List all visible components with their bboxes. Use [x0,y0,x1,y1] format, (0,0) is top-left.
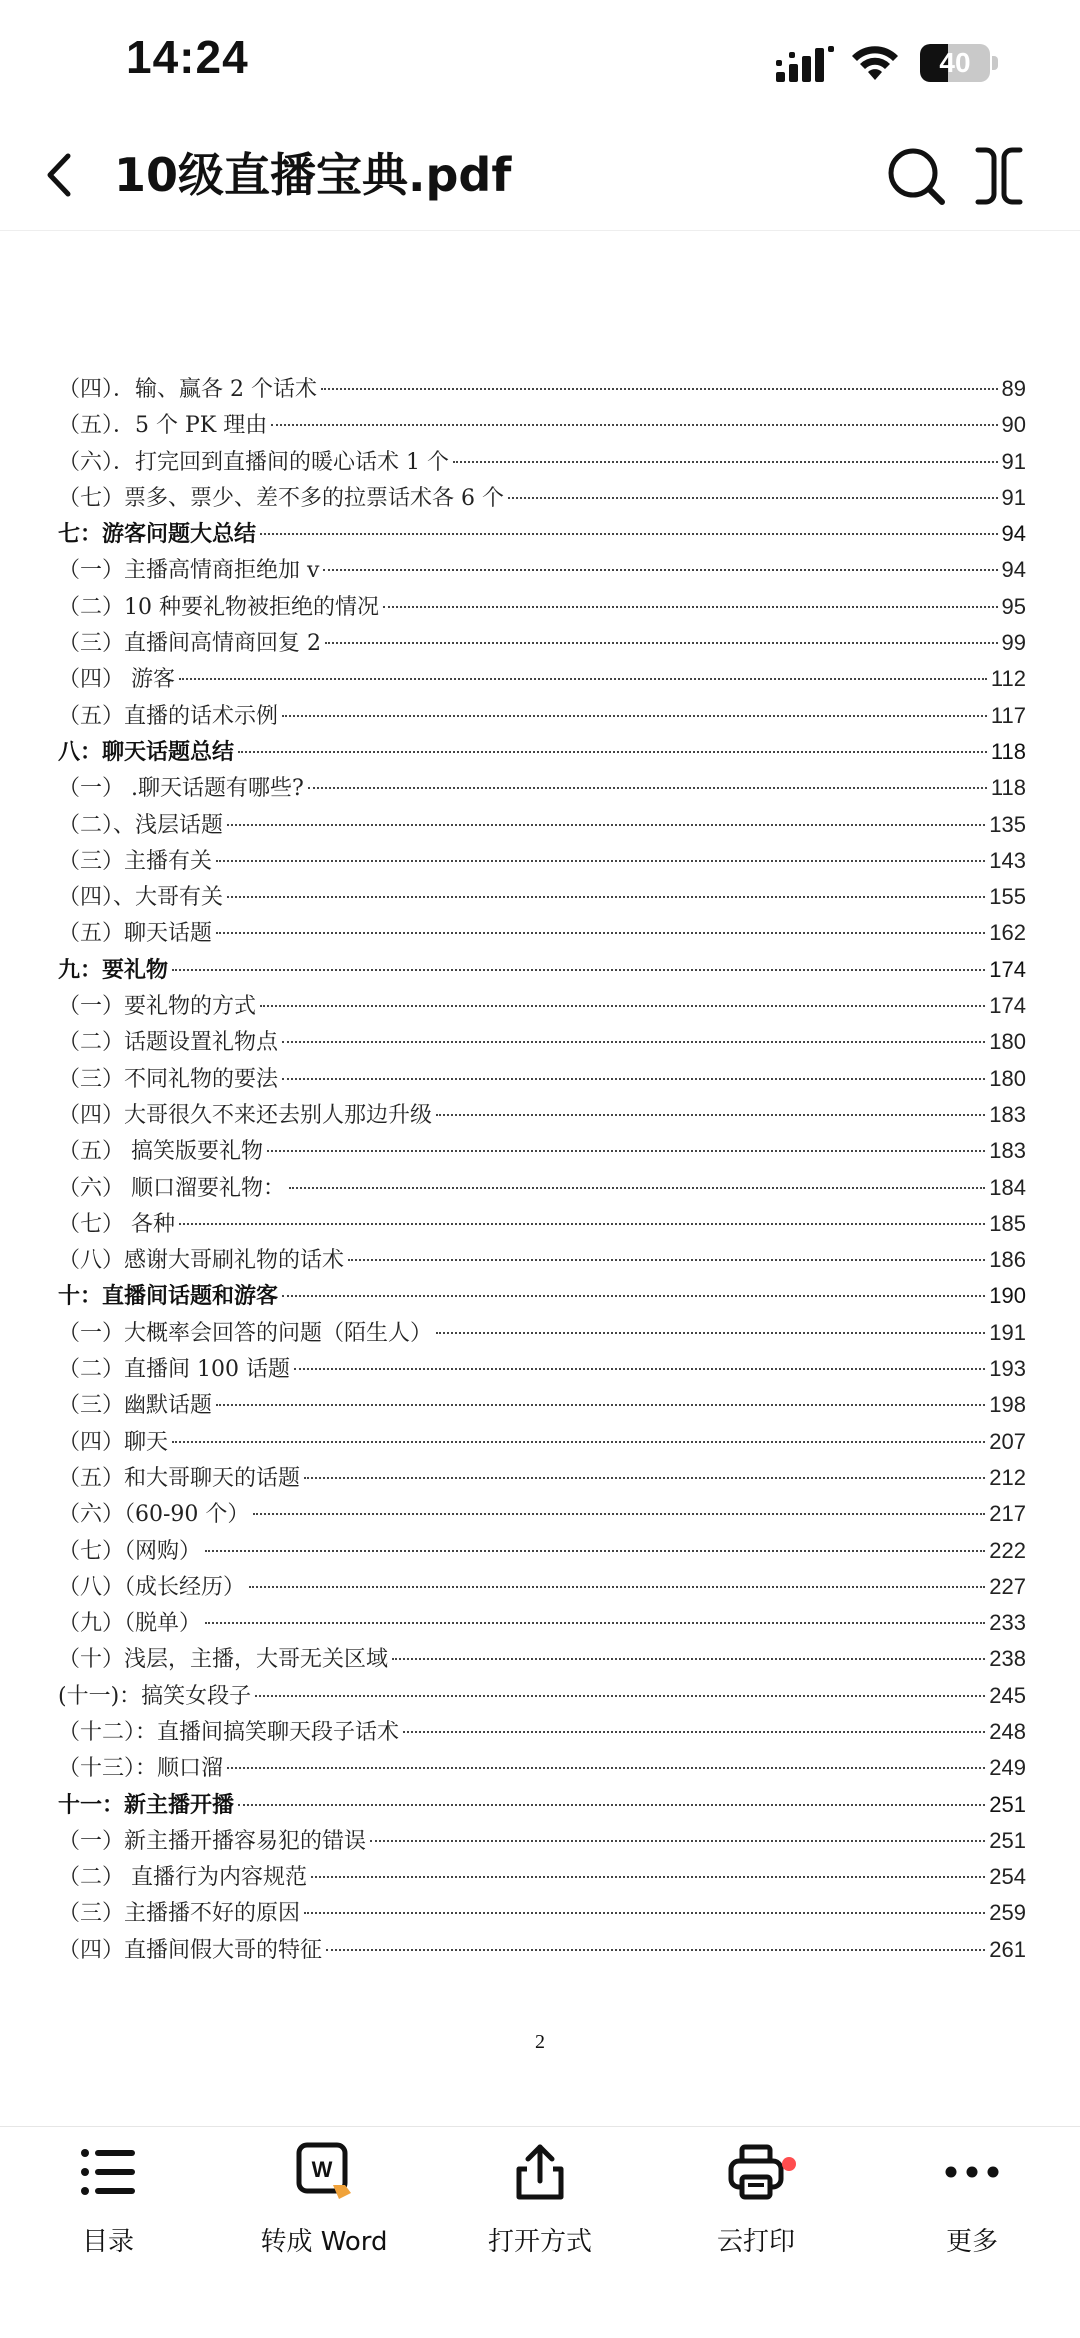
more-label: 更多 [945,2227,998,2257]
toc-entry-title: （二）直播间 100 话题 [58,1357,290,1383]
toc-dot-leader [326,1949,985,1951]
toc-dot-leader [403,1731,985,1733]
toc-entry[interactable] [58,1061,1026,1097]
toc-entry-title: （二）、浅层话题 [58,812,224,838]
toc-entry[interactable] [58,480,1026,516]
toc-entry-page: 245 [989,1682,1026,1708]
page-number: 2 [535,2031,545,2053]
app-header [0,120,1080,231]
toc-entry-title: （三）主播播不好的原因 [58,1901,301,1927]
toc-entry[interactable] [58,698,1026,734]
toc-entry-page: 118 [990,775,1026,801]
toc-entry-page: 135 [989,811,1026,837]
toc-dot-leader [383,606,998,608]
toc-dot-leader [311,1876,985,1878]
toc-entry-title: （四） 游客 [58,667,175,693]
toc-entry-page: 248 [989,1718,1026,1744]
open-with-button[interactable] [450,2141,630,2271]
toc-entry-title: （二）10 种要礼物被拒绝的情况 [58,594,379,620]
toc-entry-page: 198 [989,1392,1026,1418]
toc-entry-title: （二） 直播行为内容规范 [58,1865,307,1891]
bottom-toolbar [0,2126,1080,2338]
wifi-icon [850,44,900,82]
toc-dot-leader [282,1295,985,1297]
list-icon [77,2141,139,2203]
word-document-icon [293,2141,355,2203]
toc-entry[interactable] [58,371,1026,407]
toc-entry-page: 183 [989,1101,1026,1127]
toc-entry-title: （十三）：顺口溜 [58,1756,224,1782]
toc-entry[interactable] [58,988,1026,1024]
toc-entry-page: 183 [989,1138,1026,1164]
toc-entry-title: （四）聊天 [58,1429,169,1455]
toc-dot-leader [370,1840,985,1842]
toc-dot-leader [179,678,987,680]
toc-dot-leader [271,424,997,426]
toc-entry-page: 207 [989,1428,1026,1454]
toc-entry[interactable] [58,1315,1026,1351]
toc-entry[interactable] [58,952,1026,988]
toc-entry-title: 九：要礼物 [58,957,169,983]
toc-entry-title: （一）主播高情商拒绝加 v [58,558,320,584]
toc-entry-title: （四）直播间假大哥的特征 [58,1937,323,1963]
toc-entry-title: （六）．打完回到直播间的暖心话术 1 个 [58,449,449,475]
toc-entry-title: 十一：新主播开播 [58,1792,235,1818]
toc-dot-leader [253,1513,985,1515]
toc-entry-page: 185 [989,1210,1026,1236]
toc-entry[interactable] [58,1170,1026,1206]
toc-entry[interactable] [58,1206,1026,1242]
toc-entry[interactable] [58,1242,1026,1278]
toc-entry[interactable] [58,1823,1026,1859]
toc-entry-title: （一）要礼物的方式 [58,994,257,1020]
toc-entry[interactable] [58,807,1026,843]
toc-entry-title: 八：聊天话题总结 [58,739,235,765]
toc-entry[interactable] [58,915,1026,951]
toc-entry-title: （三）不同礼物的要法 [58,1066,279,1092]
toc-entry-page: 180 [989,1029,1026,1055]
toc-entry[interactable] [58,444,1026,480]
toc-entry-page: 233 [989,1610,1026,1636]
table-of-contents [58,371,1026,1968]
toc-entry[interactable] [58,1714,1026,1750]
toc-dot-leader [282,1078,985,1080]
toc-dot-leader [227,1767,985,1769]
toc-entry-title: （四）、大哥有关 [58,885,224,911]
toc-entry-page: 94 [1001,521,1026,547]
toc-entry-title: （三）幽默话题 [58,1393,213,1419]
more-icon [941,2141,1003,2203]
catalog-button[interactable] [18,2141,198,2271]
convert-to-word-button[interactable] [234,2141,414,2271]
toc-entry-page: 180 [989,1065,1026,1091]
toc-entry-title: （七）（网购） [58,1538,202,1564]
toc-entry-title: （八）感谢大哥刷礼物的话术 [58,1248,345,1274]
toc-entry-title: (十一)：搞笑女段子 [58,1683,252,1709]
toc-entry-title: （五）直播的话术示例 [58,703,279,729]
toc-entry[interactable] [58,1641,1026,1677]
toc-entry-page: 190 [989,1283,1026,1309]
toc-entry-page: 174 [989,956,1026,982]
toc-entry-page: 94 [1001,557,1026,583]
toc-entry-page: 261 [989,1936,1026,1962]
toc-entry-title: （五） 搞笑版要礼物 [58,1139,263,1165]
toc-entry-title: （四）．输、赢各 2 个话术 [58,377,317,402]
toc-entry-page: 186 [989,1247,1026,1273]
toc-entry-title: （一） .聊天话题有哪些? [58,776,304,802]
toc-entry[interactable] [58,770,1026,806]
toc-entry[interactable] [58,516,1026,552]
battery-level: 40 [939,47,971,78]
toc-dot-leader [205,1622,985,1624]
toc-entry-title: 七：游客问题大总结 [58,522,257,548]
status-time: 14:24 [126,31,249,83]
toc-entry-page: 143 [989,847,1026,873]
toc-entry-title: （五）聊天话题 [58,921,213,947]
toc-dot-leader [392,1658,985,1660]
toc-entry-title: 十：直播间话题和游客 [58,1284,279,1310]
toc-dot-leader [282,715,987,717]
toc-dot-leader [172,1441,985,1443]
toc-entry[interactable] [58,1895,1026,1931]
notification-dot [782,2157,796,2171]
document-title: 10级直播宝典.pdf [114,148,512,202]
toc-dot-leader [227,896,985,898]
toc-entry-title: （一）大概率会回答的问题（陌生人） [58,1320,433,1346]
toc-dot-leader [172,969,985,971]
toc-entry-title: （六）（60-90 个） [58,1502,250,1528]
toc-entry-title: （八）（成长经历） [58,1574,246,1600]
toc-entry-page: 259 [989,1900,1026,1926]
toc-entry-page: 155 [989,884,1026,910]
toc-entry-page: 90 [1001,412,1026,438]
toc-entry-title: （二）话题设置礼物点 [58,1030,279,1056]
toc-dot-leader [508,497,998,499]
toc-entry-page: 112 [990,666,1026,692]
toc-entry[interactable] [58,625,1026,661]
printer-icon [725,2141,787,2203]
toc-entry[interactable] [58,879,1026,915]
cloud-print-button[interactable] [666,2141,846,2271]
toc-entry-page: 193 [989,1356,1026,1382]
toc-dot-leader [249,1586,985,1588]
toc-entry-page: 184 [989,1174,1026,1200]
toc-entry[interactable] [58,589,1026,625]
toc-entry-page: 117 [990,702,1026,728]
toc-dot-leader [238,751,987,753]
toc-dot-leader [216,932,985,934]
toc-entry[interactable] [58,1787,1026,1823]
toc-entry[interactable] [58,1678,1026,1714]
toc-entry[interactable] [58,1278,1026,1314]
toc-dot-leader [436,1114,985,1116]
toc-dot-leader [308,787,987,789]
toc-entry[interactable] [58,1605,1026,1641]
toc-entry-page: 217 [989,1501,1026,1527]
toc-dot-leader [227,824,985,826]
toc-dot-leader [267,1150,985,1152]
status-bar [0,0,1080,120]
toc-dot-leader [238,1804,985,1806]
toc-entry[interactable] [58,843,1026,879]
toc-entry-page: 95 [1001,593,1026,619]
convert-to-word-label: 转成 Word [260,2227,388,2257]
share-icon [509,2141,571,2203]
open-with-label: 打开方式 [487,2227,592,2257]
pdf-page[interactable] [0,231,1080,2121]
toc-entry[interactable] [58,1496,1026,1532]
toc-entry-page: 238 [989,1646,1026,1672]
search-button[interactable] [884,144,948,208]
toc-entry-title: （十二）：直播间搞笑聊天段子话术 [58,1719,400,1745]
toc-entry[interactable] [58,1424,1026,1460]
toc-entry-page: 222 [989,1537,1026,1563]
toc-dot-leader [321,388,998,390]
toc-entry[interactable] [58,1533,1026,1569]
toc-entry[interactable] [58,1750,1026,1786]
toc-entry-title: （一）新主播开播容易犯的错误 [58,1828,367,1854]
toc-entry-page: 174 [989,993,1026,1019]
more-button[interactable] [882,2141,1062,2271]
toc-dot-leader [255,1695,985,1697]
toc-entry-page: 91 [1001,484,1026,510]
toc-entry-title: （五）．5 个 PK 理由 [58,413,268,439]
toc-entry-title: （七）票多、票少、差不多的拉票话术各 6 个 [58,485,504,511]
toc-dot-leader [260,1005,985,1007]
cloud-print-label: 云打印 [716,2227,795,2257]
toc-dot-leader [260,533,998,535]
toc-entry-title: （九）（脱单） [58,1611,202,1637]
toc-entry[interactable] [58,552,1026,588]
toc-entry[interactable] [58,661,1026,697]
toc-entry-page: 89 [1001,376,1026,401]
cellular-signal-icon [776,46,836,82]
toc-entry-page: 249 [989,1755,1026,1781]
toc-entry-title: （十）浅层，主播，大哥无关区域 [58,1647,389,1673]
toc-entry-page: 99 [1001,630,1026,656]
page-split-button[interactable] [972,144,1026,208]
toc-entry[interactable] [58,1569,1026,1605]
toc-entry-title: （三）直播间高情商回复 2 [58,631,321,657]
toc-entry-page: 162 [989,920,1026,946]
toc-entry-page: 118 [990,738,1026,764]
toc-entry-page: 91 [1001,448,1026,474]
toc-entry[interactable] [58,1460,1026,1496]
toc-entry-title: （六） 顺口溜要礼物： [58,1175,285,1201]
toc-entry-title: （四）大哥很久不来还去别人那边升级 [58,1102,433,1128]
toc-dot-leader [289,1187,985,1189]
toc-dot-leader [453,461,998,463]
toc-dot-leader [325,642,998,644]
toc-dot-leader [282,1041,985,1043]
toc-dot-leader [216,860,985,862]
toc-entry[interactable] [58,1387,1026,1423]
toc-entry[interactable] [58,1024,1026,1060]
toc-dot-leader [323,569,997,571]
toc-dot-leader [179,1223,985,1225]
toc-dot-leader [436,1332,985,1334]
toc-dot-leader [205,1550,985,1552]
toc-entry-title: （五）和大哥聊天的话题 [58,1465,301,1491]
toc-dot-leader [216,1404,985,1406]
toc-entry-page: 254 [989,1864,1026,1890]
toc-entry[interactable] [58,1859,1026,1895]
toc-entry-page: 251 [989,1827,1026,1853]
toc-entry-page: 251 [989,1791,1026,1817]
toc-entry-page: 191 [989,1319,1026,1345]
toc-entry[interactable] [58,734,1026,770]
toc-entry[interactable] [58,1932,1026,1968]
toc-entry-page: 212 [989,1464,1026,1490]
toc-entry[interactable] [58,1133,1026,1169]
toc-dot-leader [304,1912,985,1914]
toc-entry[interactable] [58,1351,1026,1387]
toc-entry[interactable] [58,1097,1026,1133]
back-button[interactable] [30,142,90,208]
svg-text:W: W [311,2157,333,2182]
battery-icon [920,44,1000,82]
catalog-label: 目录 [81,2227,134,2257]
toc-entry-page: 227 [989,1573,1026,1599]
toc-dot-leader [304,1477,985,1479]
toc-entry-title: （三）主播有关 [58,848,213,874]
toc-dot-leader [294,1368,985,1370]
toc-entry-title: （七） 各种 [58,1211,175,1237]
toc-dot-leader [348,1259,985,1261]
toc-entry[interactable] [58,407,1026,443]
